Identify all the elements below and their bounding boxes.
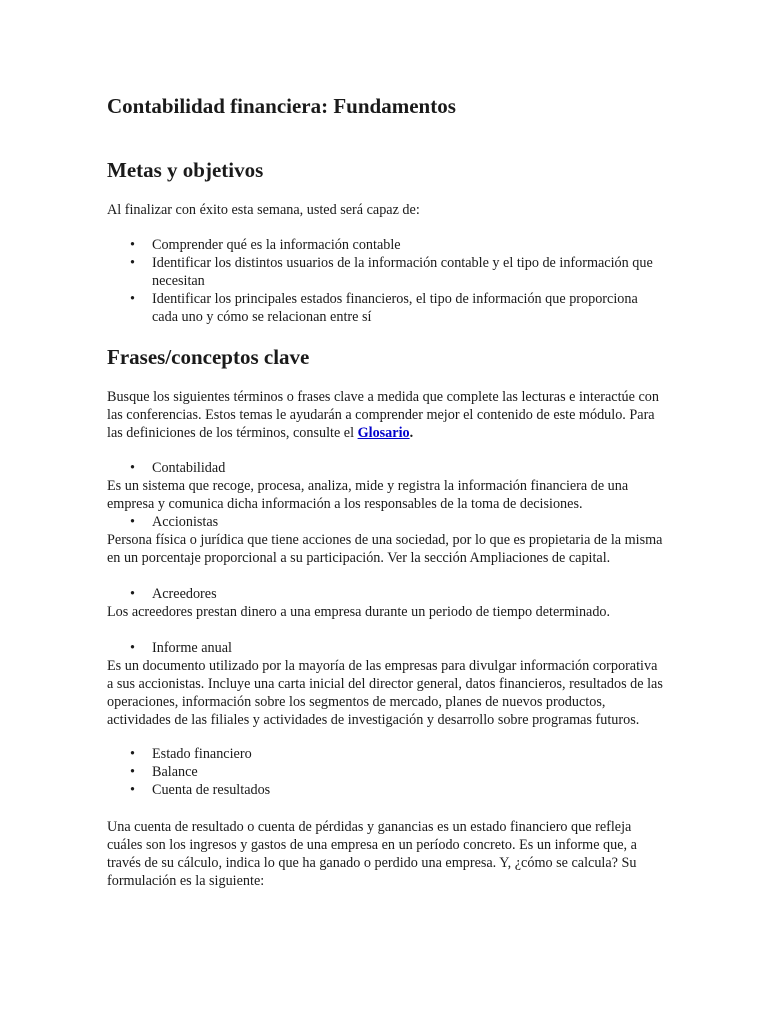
term-acreedores: • Acreedores <box>107 585 667 603</box>
term-bullet <box>107 513 667 531</box>
concepts-intro-text: Busque los siguientes términos o frases clave a medida que complete las lecturas e interactúe con las conferencias. Estos temas le ayudarán a comprender mejor el contenido de este módulo. Para las definiciones de los términos, consulte el <box>107 389 659 441</box>
goals-intro: Al finalizar con éxito esta semana, usted será capaz de: <box>107 202 420 218</box>
term-bullet <box>107 639 667 657</box>
goals-heading: Metas y objetivos <box>107 158 264 182</box>
term-definition: Los acreedores prestan dinero a una empresa durante un periodo de tiempo determinado. <box>107 604 611 620</box>
list-item: • Identificar los principales estados financieros, el tipo de información que proporciona cada uno y cómo se relacionan entre sí <box>107 290 667 326</box>
term-bullet <box>107 585 667 603</box>
more-terms-list <box>107 745 667 799</box>
term-accionistas: • Accionistas <box>107 513 667 531</box>
term-definition: Es un documento utilizado por la mayoría de las empresas para divulgar información corporativa a sus accionistas. Incluye una carta inicial del director general, datos financieros, resultados de las operaciones, información sobre los segmentos de mercado, planes de nuevos productos, actividades de las filiales y actividades de investigación y desarrollo sobre programas futuros. <box>107 658 663 728</box>
concepts-intro <box>107 388 667 442</box>
term-informe-anual: • Informe anual <box>107 639 667 657</box>
goals-list <box>107 236 667 326</box>
list-item: • Identificar los distintos usuarios de la información contable y el tipo de información que necesitan <box>107 254 667 290</box>
list-item: • Cuenta de resultados <box>107 781 667 799</box>
term-definition: Persona física o jurídica que tiene acciones de una sociedad, por lo que es propietaria de la misma en un porcentaje proporcional a su participación. Ver la sección Ampliaciones de capital. <box>107 532 663 566</box>
term-bullet <box>107 459 667 477</box>
term-definition: Es un sistema que recoge, procesa, analiza, mide y registra la información financiera de una empresa y comunica dicha información a los responsables de la toma de decisiones. <box>107 478 629 512</box>
glossary-period: . <box>409 425 414 441</box>
list-item: • Balance <box>107 763 667 781</box>
concepts-heading: Frases/conceptos clave <box>107 345 310 369</box>
closing-paragraph: Una cuenta de resultado o cuenta de pérdidas y ganancias es un estado financiero que refleja cuáles son los ingresos y gastos de una empresa en un período concreto. Es un informe que, a través de su cálculo, indica lo que ha ganado o perdido una empresa. Y, ¿cómo se calcula? Su formulación es la siguiente: <box>107 819 637 889</box>
term-contabilidad: • Contabilidad <box>107 459 667 477</box>
glossary-link[interactable]: Glosario <box>357 425 410 441</box>
list-item: • Comprender qué es la información contable <box>107 236 667 254</box>
list-item: • Estado financiero <box>107 745 667 763</box>
document-title: Contabilidad financiera: Fundamentos <box>107 94 456 118</box>
